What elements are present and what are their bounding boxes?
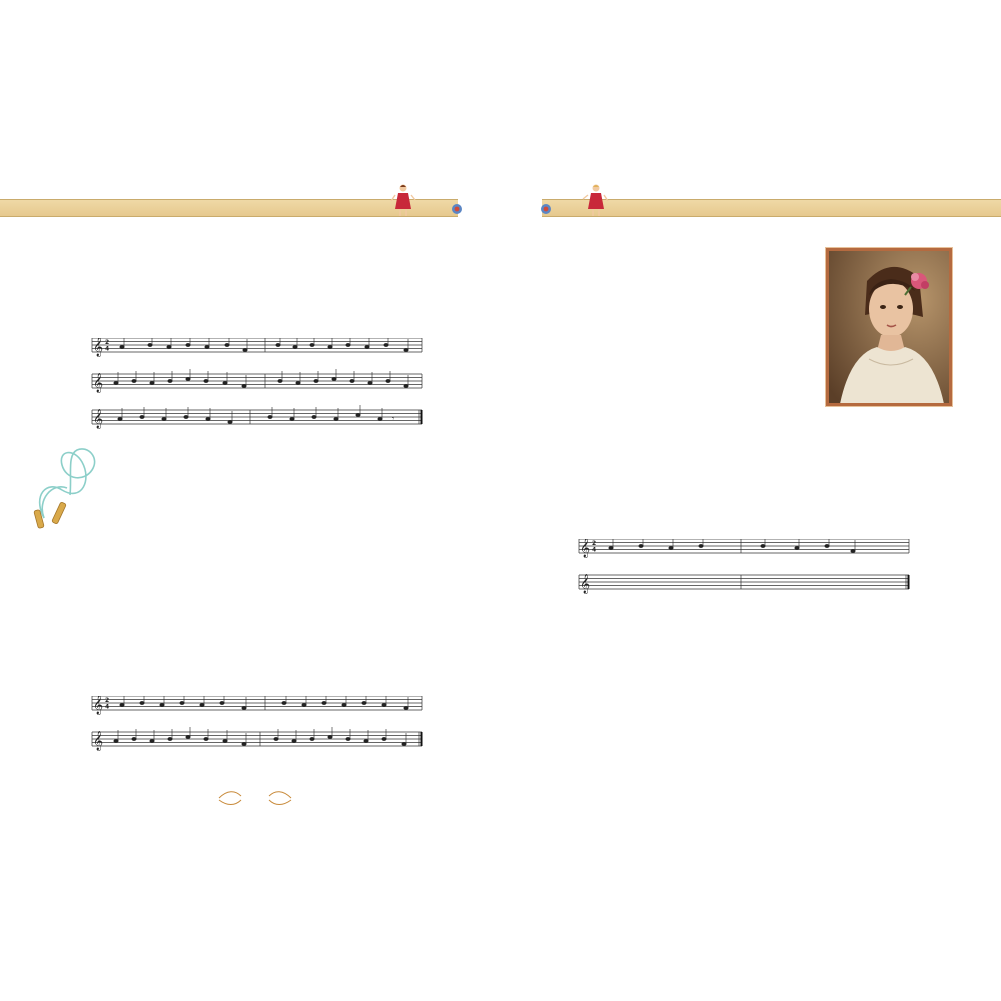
svg-text:𝄞: 𝄞 [93,696,104,715]
section-intro [63,659,443,675]
girl-figure-icon [388,183,418,219]
section-outro [63,539,431,555]
svg-text:2: 2 [105,339,110,346]
svg-text:4: 4 [592,546,597,554]
svg-text:𝄞: 𝄞 [93,373,104,393]
svg-text:𝄞: 𝄞 [580,539,591,558]
svg-text:𝄾: 𝄾 [392,414,395,423]
music-score [90,696,425,758]
svg-text:𝄞: 𝄞 [580,574,591,594]
music-score [577,539,912,601]
svg-text:𝄞: 𝄞 [93,731,104,751]
jump-rope-icon [22,440,107,530]
music-score [90,338,425,442]
section-intro [63,275,431,291]
paragraph [553,297,810,313]
portrait-girl-image [829,251,952,406]
section-intro [553,479,951,495]
svg-text:𝄞: 𝄞 [93,338,104,357]
svg-text:4: 4 [105,345,110,353]
portrait-painting [826,248,952,406]
header-ornament-icon [451,203,463,215]
svg-text:4: 4 [105,703,110,711]
svg-text:2: 2 [105,697,110,704]
svg-text:2: 2 [592,540,597,547]
header-ornament-icon [540,203,552,215]
girl-figure-icon [581,183,611,219]
page-ornament-icon [215,786,295,810]
svg-text:𝄞: 𝄞 [93,409,104,429]
